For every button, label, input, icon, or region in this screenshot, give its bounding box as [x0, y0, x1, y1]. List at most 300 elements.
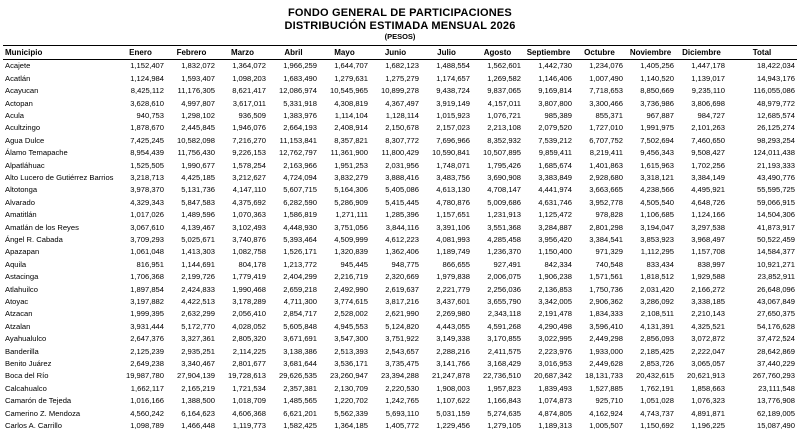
value-cell: 1,525,505 [130, 160, 164, 170]
value-cell: 4,505,540 [640, 197, 674, 207]
value-cell: 1,388,500 [181, 396, 215, 406]
value-cell: 4,443,055 [436, 321, 470, 331]
value-cell: 2,006,075 [487, 272, 521, 282]
value-cell: 55,595,725 [756, 185, 795, 195]
value-cell: 1,139,017 [691, 73, 725, 83]
value-cell: 4,147,110 [232, 185, 266, 195]
value-cell: 3,931,444 [130, 321, 164, 331]
value-cell: 4,711,300 [283, 297, 317, 306]
value-cell: 1,150,692 [640, 421, 674, 431]
table-row [3, 197, 797, 209]
municipio-cell: Alvarado [5, 197, 35, 207]
municipio-cell: Aquila [5, 259, 27, 269]
value-cell: 1,285,396 [385, 210, 419, 220]
value-cell: 2,357,381 [283, 383, 317, 393]
value-cell: 936,509 [238, 110, 266, 120]
value-cell: 1,447,178 [691, 61, 725, 71]
column-header: Diciembre [676, 46, 727, 60]
value-cell: 41,873,917 [756, 222, 795, 232]
value-cell: 1,231,913 [487, 210, 521, 220]
table-row [3, 234, 797, 246]
value-cell: 1,119,773 [232, 421, 266, 431]
value-cell: 9,508,427 [691, 148, 725, 158]
municipio-cell: Benito Juárez [5, 359, 52, 369]
value-cell: 1,933,000 [589, 346, 623, 356]
value-cell: 2,492,990 [334, 284, 368, 294]
value-cell: 2,805,320 [232, 334, 266, 344]
value-cell: 1,174,657 [436, 73, 470, 83]
value-cell: 3,735,475 [385, 359, 419, 369]
value-cell: 1,098,203 [232, 73, 266, 83]
column-header: Mayo [319, 46, 370, 60]
value-cell: 10,545,965 [329, 86, 368, 96]
value-cell: 1,839,493 [538, 383, 572, 393]
municipio-cell: Alto Lucero de Gutiérrez Barrios [5, 172, 114, 182]
value-cell: 2,185,425 [640, 346, 674, 356]
municipio-cell: Acula [5, 110, 24, 120]
value-cell: 5,847,583 [181, 197, 215, 207]
value-cell: 1,571,561 [589, 272, 623, 282]
value-cell: 9,235,110 [691, 86, 725, 96]
table-row [3, 296, 797, 308]
value-cell: 1,364,072 [232, 61, 266, 71]
value-cell: 3,383,849 [538, 172, 572, 182]
value-cell: 971,329 [595, 247, 623, 257]
municipio-cell: Acayucan [5, 86, 39, 96]
value-cell: 4,308,819 [334, 98, 368, 108]
value-cell: 3,628,610 [130, 98, 164, 108]
value-cell: 1,527,885 [589, 383, 623, 393]
value-cell: 3,342,005 [538, 297, 572, 306]
value-cell: 4,131,391 [640, 321, 674, 331]
value-cell: 3,197,882 [130, 297, 164, 306]
value-cell: 1,897,854 [130, 284, 164, 294]
value-cell: 1,951,253 [334, 160, 368, 170]
value-cell: 1,320,839 [334, 247, 368, 257]
value-cell: 4,425,185 [181, 172, 215, 182]
value-cell: 1,582,425 [283, 421, 317, 431]
table-row [3, 271, 797, 283]
value-cell: 10,921,271 [756, 259, 795, 269]
value-cell: 10,507,895 [482, 148, 521, 158]
value-cell: 1,999,395 [130, 309, 164, 319]
value-cell: 2,659,218 [283, 284, 317, 294]
value-cell: 948,775 [391, 259, 419, 269]
table-row [3, 222, 797, 234]
value-cell: 3,978,370 [130, 185, 164, 195]
value-cell: 3,391,106 [436, 222, 470, 232]
column-header: Agosto [472, 46, 523, 60]
value-cell: 18,131,733 [584, 371, 623, 381]
municipio-cell: Ángel R. Cabada [5, 234, 63, 244]
value-cell: 43,067,849 [756, 297, 795, 306]
value-cell: 2,528,002 [334, 309, 368, 319]
value-cell: 1,929,588 [691, 272, 725, 282]
value-cell: 4,631,746 [538, 197, 572, 207]
value-cell: 4,329,343 [130, 197, 164, 207]
municipio-cell: Astacinga [5, 272, 39, 282]
value-cell: 3,072,872 [691, 334, 725, 344]
value-cell: 7,425,245 [130, 135, 164, 145]
value-cell: 1,128,114 [385, 110, 419, 120]
value-cell: 3,437,601 [436, 297, 470, 306]
value-cell: 3,919,149 [436, 98, 470, 108]
value-cell: 5,131,736 [181, 185, 215, 195]
value-cell: 8,357,821 [334, 135, 368, 145]
municipio-cell: Amatitlán [5, 210, 37, 220]
value-cell: 3,384,541 [589, 234, 623, 244]
table-row [3, 284, 797, 296]
column-header: Febrero [166, 46, 217, 60]
value-cell: 4,743,737 [640, 408, 674, 418]
value-cell: 4,945,553 [334, 321, 368, 331]
value-cell: 3,853,923 [640, 234, 674, 244]
value-cell: 3,297,538 [691, 222, 725, 232]
value-cell: 1,157,708 [691, 247, 725, 257]
value-cell: 1,098,789 [130, 421, 164, 431]
value-cell: 5,025,671 [181, 234, 215, 244]
value-cell: 19,987,780 [125, 371, 164, 381]
value-cell: 7,460,650 [691, 135, 725, 145]
value-cell: 7,502,694 [640, 135, 674, 145]
value-cell: 740,548 [595, 259, 623, 269]
value-cell: 8,352,932 [487, 135, 521, 145]
value-cell: 1,150,400 [538, 247, 572, 257]
value-cell: 3,952,778 [589, 197, 623, 207]
municipio-cell: Banderilla [5, 346, 39, 356]
value-cell: 1,152,407 [130, 61, 164, 71]
value-cell: 1,795,426 [487, 160, 521, 170]
value-cell: 8,621,417 [232, 86, 266, 96]
value-cell: 3,736,986 [640, 98, 674, 108]
municipio-cell: Actopan [5, 98, 33, 108]
value-cell: 20,687,342 [533, 371, 572, 381]
value-cell: 1,818,512 [640, 272, 674, 282]
value-cell: 8,954,439 [130, 148, 164, 158]
value-cell: 1,271,111 [335, 210, 368, 220]
municipio-cell: Atlahuilco [5, 284, 38, 294]
column-header: Octubre [574, 46, 625, 60]
table-row [3, 383, 797, 395]
value-cell: 3,663,665 [589, 185, 623, 195]
value-cell: 1,466,448 [181, 421, 215, 431]
value-cell: 3,338,185 [691, 297, 725, 306]
value-cell: 838,997 [697, 259, 725, 269]
value-cell: 3,807,800 [538, 98, 572, 108]
value-cell: 1,858,663 [691, 383, 725, 393]
value-cell: 1,242,765 [385, 396, 419, 406]
value-cell: 12,086,974 [278, 86, 317, 96]
value-cell: 5,693,110 [385, 408, 419, 418]
value-cell: 925,710 [595, 396, 623, 406]
value-cell: 54,176,628 [756, 321, 795, 331]
value-cell: 1,070,363 [232, 210, 266, 220]
value-cell: 866,655 [442, 259, 470, 269]
value-cell: 20,621,913 [686, 371, 725, 381]
value-cell: 1,279,105 [487, 421, 521, 431]
value-cell: 4,997,807 [181, 98, 215, 108]
value-cell: 2,543,657 [385, 346, 419, 356]
value-cell: 5,124,820 [385, 321, 419, 331]
municipio-cell: Atzalan [5, 321, 31, 331]
value-cell: 1,082,758 [232, 247, 266, 257]
value-cell: 22,736,510 [482, 371, 521, 381]
value-cell: 37,472,524 [756, 334, 795, 344]
report-header [0, 0, 800, 41]
table-row [3, 408, 797, 420]
municipio-cell: Apazapan [5, 247, 40, 257]
value-cell: 26,648,096 [756, 284, 795, 294]
value-cell: 1,586,819 [283, 210, 317, 220]
value-cell: 1,979,838 [436, 272, 470, 282]
value-cell: 2,619,637 [385, 284, 419, 294]
value-cell: 1,578,254 [232, 160, 266, 170]
value-cell: 1,236,370 [487, 247, 521, 257]
municipio-cell: Álamo Temapache [5, 148, 68, 158]
value-cell: 4,448,930 [283, 222, 317, 232]
value-cell: 2,199,726 [181, 272, 215, 282]
value-cell: 1,279,631 [334, 73, 368, 83]
value-cell: 3,065,057 [691, 359, 725, 369]
value-cell: 1,124,984 [130, 73, 164, 83]
value-cell: 3,817,216 [385, 297, 419, 306]
value-cell: 2,513,393 [334, 346, 368, 356]
value-cell: 978,828 [595, 210, 623, 220]
value-cell: 1,112,295 [640, 247, 674, 257]
value-cell: 5,393,464 [283, 234, 317, 244]
value-cell: 5,274,635 [487, 408, 521, 418]
value-cell: 21,193,333 [756, 160, 795, 170]
value-cell: 11,361,900 [330, 148, 368, 158]
value-cell: 5,605,848 [283, 321, 317, 331]
value-cell: 2,165,219 [181, 383, 215, 393]
value-cell: 1,107,622 [436, 396, 470, 406]
value-cell: 10,899,278 [380, 86, 419, 96]
value-cell: 4,874,805 [538, 408, 572, 418]
value-cell: 3,751,056 [334, 222, 368, 232]
column-header: Noviembre [625, 46, 676, 60]
value-cell: 13,776,908 [756, 396, 795, 406]
value-cell: 3,617,011 [232, 98, 266, 108]
value-cell: 2,935,251 [181, 346, 215, 356]
value-cell: 2,114,225 [232, 346, 266, 356]
value-cell: 1,298,102 [181, 110, 215, 120]
value-cell: 2,928,680 [589, 172, 623, 182]
value-cell: 2,079,520 [538, 123, 572, 133]
value-cell: 1,189,313 [538, 421, 572, 431]
value-cell: 2,801,677 [232, 359, 266, 369]
value-cell: 9,456,343 [640, 148, 674, 158]
column-header: Enero [115, 46, 166, 60]
value-cell: 1,762,191 [640, 383, 674, 393]
municipio-cell: Amatlán de los Reyes [5, 222, 79, 232]
value-cell: 8,219,411 [589, 148, 623, 158]
value-cell: 3,102,493 [232, 222, 266, 232]
value-cell: 6,282,590 [283, 197, 317, 207]
value-cell: 842,334 [544, 259, 572, 269]
value-cell: 43,490,776 [756, 172, 795, 182]
value-cell: 2,445,845 [181, 123, 215, 133]
value-cell: 11,153,841 [279, 135, 317, 145]
value-cell: 1,662,117 [130, 383, 164, 393]
municipio-cell: Acatlán [5, 73, 31, 83]
value-cell: 2,649,238 [130, 359, 164, 369]
value-cell: 1,051,028 [640, 396, 674, 406]
value-cell: 27,904,139 [176, 371, 215, 381]
value-cell: 29,626,535 [278, 371, 317, 381]
value-cell: 3,956,420 [538, 234, 572, 244]
value-cell: 1,488,554 [436, 61, 470, 71]
value-cell: 1,991,975 [640, 123, 674, 133]
value-cell: 2,221,779 [436, 284, 470, 294]
value-cell: 2,647,376 [130, 334, 164, 344]
value-cell: 1,727,010 [589, 123, 623, 133]
value-cell: 2,157,023 [436, 123, 470, 133]
value-cell: 5,172,770 [181, 321, 215, 331]
value-cell: 3,536,171 [334, 359, 368, 369]
value-cell: 9,226,153 [232, 148, 266, 158]
value-cell: 3,751,922 [385, 334, 419, 344]
value-cell: 2,130,709 [334, 383, 368, 393]
value-cell: 1,957,823 [487, 383, 521, 393]
value-cell: 2,343,118 [487, 309, 521, 319]
value-cell: 1,076,323 [691, 396, 725, 406]
value-cell: 1,908,003 [436, 383, 470, 393]
value-cell: 1,906,238 [538, 272, 572, 282]
value-cell: 5,031,159 [436, 408, 470, 418]
value-cell: 2,210,143 [691, 309, 725, 319]
value-cell: 3,286,092 [640, 297, 674, 306]
value-cell: 48,979,772 [756, 98, 795, 108]
value-cell: 2,213,108 [487, 123, 521, 133]
value-cell: 10,582,098 [176, 135, 215, 145]
value-cell: 3,022,995 [538, 334, 572, 344]
value-cell: 1,005,507 [589, 421, 623, 431]
value-cell: 98,293,254 [756, 135, 795, 145]
value-cell: 1,946,076 [232, 123, 266, 133]
table-row [3, 321, 797, 333]
municipio-cell: Carlos A. Carrillo [5, 421, 62, 431]
value-cell: 2,269,980 [436, 309, 470, 319]
municipio-cell: Atzacan [5, 309, 33, 319]
value-cell: 2,320,669 [385, 272, 419, 282]
value-cell: 1,405,772 [385, 421, 419, 431]
municipio-cell: Alpatláhuac [5, 160, 45, 170]
value-cell: 8,850,669 [640, 86, 674, 96]
table-row [3, 135, 797, 147]
participaciones-table [3, 45, 797, 432]
value-cell: 3,596,410 [589, 321, 623, 331]
table-row [3, 209, 797, 221]
value-cell: 2,801,298 [589, 222, 623, 232]
value-cell: 7,696,966 [436, 135, 470, 145]
municipio-cell: Altotonga [5, 185, 38, 195]
header-row [3, 46, 797, 60]
value-cell: 4,648,726 [691, 197, 725, 207]
value-cell: 5,607,715 [283, 185, 317, 195]
value-cell: 23,394,288 [380, 371, 419, 381]
value-cell: 7,216,270 [232, 135, 266, 145]
value-cell: 1,213,772 [283, 259, 317, 269]
value-cell: 1,007,490 [589, 73, 623, 83]
value-cell: 1,140,520 [640, 73, 674, 83]
value-cell: 3,067,610 [130, 222, 164, 232]
table-row [3, 420, 797, 432]
value-cell: 1,229,456 [436, 421, 470, 431]
value-cell: 1,166,843 [487, 396, 521, 406]
value-cell: 2,856,093 [640, 334, 674, 344]
value-cell: 2,288,216 [436, 346, 470, 356]
value-cell: 2,424,833 [181, 284, 215, 294]
value-cell: 2,223,976 [538, 346, 572, 356]
value-cell: 1,748,071 [436, 160, 470, 170]
value-cell: 2,408,914 [334, 123, 368, 133]
value-cell: 14,504,306 [756, 210, 795, 220]
value-cell: 940,753 [136, 110, 164, 120]
value-cell: 2,166,272 [691, 284, 725, 294]
value-cell: 8,307,772 [385, 135, 419, 145]
value-cell: 1,966,259 [283, 61, 317, 71]
value-cell: 14,943,176 [756, 73, 795, 83]
value-cell: 1,706,368 [130, 272, 164, 282]
value-cell: 4,367,497 [385, 98, 419, 108]
value-cell: 2,404,299 [283, 272, 317, 282]
value-cell: 2,449,628 [589, 359, 623, 369]
value-cell: 1,682,123 [385, 61, 419, 71]
value-cell: 3,551,368 [487, 222, 521, 232]
value-cell: 1,413,303 [181, 247, 215, 257]
value-cell: 2,101,263 [691, 123, 725, 133]
value-cell: 3,284,887 [538, 222, 572, 232]
value-cell: 59,066,915 [756, 197, 795, 207]
value-cell: 5,009,686 [487, 197, 521, 207]
value-cell: 1,114,104 [334, 110, 368, 120]
value-cell: 20,432,615 [635, 371, 674, 381]
value-cell: 4,560,242 [130, 408, 164, 418]
value-cell: 15,087,490 [756, 421, 795, 431]
table-row [3, 85, 797, 97]
value-cell: 1,593,407 [181, 73, 215, 83]
value-cell: 1,157,651 [436, 210, 470, 220]
value-cell: 2,632,299 [181, 309, 215, 319]
value-cell: 1,125,472 [538, 210, 572, 220]
value-cell: 3,681,644 [283, 359, 317, 369]
municipio-cell: Agua Dulce [5, 135, 45, 145]
value-cell: 1,685,674 [538, 160, 572, 170]
value-cell: 267,760,293 [752, 371, 795, 381]
value-cell: 4,028,052 [232, 321, 266, 331]
value-cell: 1,383,976 [283, 110, 317, 120]
value-cell: 1,220,702 [334, 396, 368, 406]
value-cell: 1,562,601 [487, 61, 521, 71]
value-cell: 1,016,166 [130, 396, 164, 406]
value-cell: 3,844,116 [385, 222, 419, 232]
value-cell: 2,621,990 [385, 309, 419, 319]
value-cell: 3,671,691 [283, 334, 317, 344]
value-cell: 1,644,707 [334, 61, 368, 71]
value-cell: 3,690,908 [487, 172, 521, 182]
value-cell: 5,415,445 [385, 197, 419, 207]
value-cell: 3,212,627 [232, 172, 266, 182]
value-cell: 945,445 [340, 259, 368, 269]
municipio-cell: Boca del Río [5, 371, 49, 381]
value-cell: 4,606,368 [232, 408, 266, 418]
value-cell: 2,031,420 [640, 284, 674, 294]
value-cell: 3,340,467 [181, 359, 215, 369]
value-cell: 21,247,878 [431, 371, 470, 381]
value-cell: 4,375,692 [232, 197, 266, 207]
value-cell: 3,709,293 [130, 234, 164, 244]
